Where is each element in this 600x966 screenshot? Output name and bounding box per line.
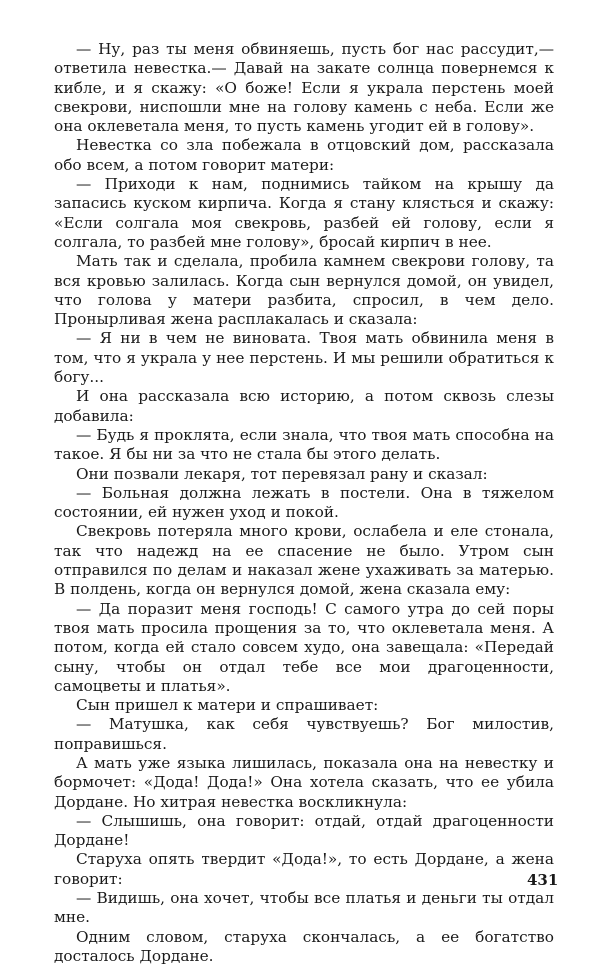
paragraph: Сын пришел к матери и спрашивает:: [76, 696, 379, 715]
paragraph: Одним словом, старуха скончалась, а ее богатство досталось Дордане.: [54, 927, 554, 965]
paragraph: — Видишь, она хочет, чтобы все платья и деньги ты отдал мне.: [54, 889, 554, 927]
main-text: [54, 40, 554, 966]
paragraph: — Да поразит меня господь! С самого утра до сей поры твоя мать просила прощения за то, что оклеветала меня. А потом, когда ей стало совсем худо, она завещала: «Передай сыну, чтобы он отдал тебе все мои драгоценности, самоцветы и платья».: [54, 599, 554, 695]
paragraph: — Ну, раз ты меня обвиняешь, пусть бог нас рассудит,— ответила невестка.— Давай на закате солнца повернемся к кибле, и я скажу: «О боже! Если я украла перстень моей свекрови, ниспошли мне на голову камень с неба. Если же она оклеветала меня, то пусть камень угодит ей в голову».: [54, 40, 554, 136]
paragraph: Невестка со зла побежала в отцовский дом, рассказала обо всем, а потом говорит матери:: [54, 136, 554, 174]
paragraph: Мать так и сделала, пробила камнем свекрови голову, та вся кровью залилась. Когда сын вернулся домой, он увидел, что голова у матери разбита, спросил, в чем дело. Пронырливая жена расплакалась и сказала:: [54, 252, 554, 329]
paragraph: И она рассказала всю историю, а потом сквозь слезы добавила:: [54, 387, 554, 425]
paragraph: — Будь я проклята, если знала, что твоя мать способна на такое. Я бы ни за что не стала бы этого делать.: [54, 425, 554, 464]
paragraph: А мать уже языка лишилась, показала она на невестку и бормочет: «Дода! Дода!» Она хотела сказать, что ее убила Дордане. Но хитрая невестка воскликнула:: [54, 753, 554, 811]
paragraph: — Матушка, как себя чувствуешь? Бог милостив, поправишься.: [54, 715, 554, 753]
paragraph: Они позвали лекаря, тот перевязал рану и сказал:: [76, 464, 488, 483]
paragraph: — Больная должна лежать в постели. Она в тяжелом состоянии, ей нужен уход и покой.: [54, 483, 554, 522]
paragraph: — Приходи к нам, поднимись тайком на крышу да запасись куском кирпича. Когда я стану клясться и скажу: «Если солгала моя свекровь, разбей ей голову, если я солгала, то разбей мне голову», бросай кирпич в нее.: [54, 175, 554, 251]
page-number: 431: [527, 871, 559, 889]
paragraph: Старуха опять твердит «Дода!», то есть Дордане, а жена говорит:: [54, 850, 554, 888]
paragraph: — Слышишь, она говорит: отдай, отдай драгоценности Дордане!: [54, 811, 554, 850]
paragraph: — Я ни в чем не виновата. Твоя мать обвинила меня в том, что я украла у нее перстень. И мы решили обратиться к богу...: [54, 329, 554, 387]
paragraph: Свекровь потеряла много крови, ослабела и еле стонала, так что надежд на ее спасение не было. Утром сын отправился по делам и наказал жене ухаживать за матерью. В полдень, когда он вернулся домой, жена сказала ему:: [54, 522, 554, 599]
